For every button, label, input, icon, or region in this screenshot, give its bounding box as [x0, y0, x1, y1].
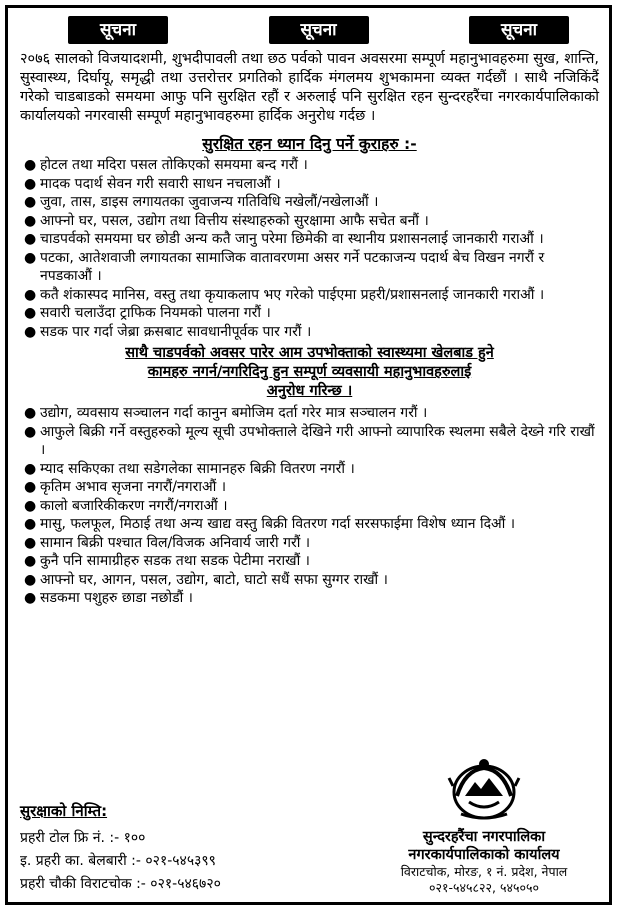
- list-item: [20, 460, 599, 479]
- nepal-emblem-icon: [445, 756, 523, 822]
- list-item: [20, 534, 599, 553]
- bullet-icon: ●: [24, 423, 37, 440]
- list-item-text: सामान बिक्री पश्चात विल/विजक अनिवार्य जारी गरौं ।: [40, 534, 311, 551]
- bullet-icon: ●: [24, 157, 37, 173]
- bullet-icon: ●: [24, 323, 37, 340]
- list-item: [20, 552, 599, 571]
- list-item: [20, 156, 599, 175]
- footer: [20, 748, 599, 896]
- appeal-line-3: अनुरोध गरिन्छ ।: [266, 383, 353, 399]
- list-item: [20, 515, 599, 534]
- list-item-text: आफ्नो घर, आगन, पसल, उद्योग, बाटो, घाटो सधैं सफा सुग्गर राखौं ।: [40, 571, 388, 588]
- list-item-text: आफ्नो घर, पसल, उद्योग तथा वित्तीय संस्थाहरुको सुरक्षामा आफै सचेत बनौं ।: [40, 212, 429, 229]
- bullet-icon: ●: [24, 231, 37, 247]
- bullet-icon: ●: [24, 405, 37, 421]
- bullet-icon: ●: [24, 194, 37, 210]
- list-item: [20, 304, 599, 323]
- list-item-text: कुनै पनि सामाग्रीहरु सडक तथा सडक पेटीमा नराखौं ।: [40, 553, 310, 569]
- list-item-text: सडकमा पशुहरु छाडा नछोडौं ।: [40, 590, 193, 606]
- list-item-text: सवारी चलाउँदा ट्राफिक नियमको पालना गरौं ।: [40, 305, 271, 321]
- bullet-icon: ●: [24, 497, 37, 514]
- list-item: [20, 323, 599, 342]
- notice-board: [5, 5, 612, 905]
- bullet-icon: ●: [24, 305, 37, 321]
- police-post-biratchowk: प्रहरी चौकी विराटचोक :- ०२१-५४६७२०: [20, 876, 221, 892]
- list-item: [20, 230, 599, 249]
- list-item-text: जुवा, तास, डाइस लगायतका जुवाजन्य गतिविधि नखेलौं/नखेलाऔं ।: [40, 194, 379, 210]
- notice-tab-3: सूचना: [469, 16, 569, 44]
- office-name-line-2: नगरकार्यपालिकाको कार्यालय: [408, 847, 560, 863]
- office-phone: ०२१-५४५८२२, ५४५०५०: [429, 880, 539, 895]
- security-contacts: [20, 801, 221, 896]
- list-item: [20, 212, 599, 231]
- list-item-text: पटका, आतेशवाजी लगायतका सामाजिक वातावरणमा असर गर्ने पटकाजन्य पदार्थ बेच विखन नगरौं र नपडकाऔं ।: [40, 249, 545, 284]
- list-item: [20, 404, 599, 423]
- security-title: सुरक्षाको निम्ति:: [20, 802, 108, 820]
- office-signature: [369, 756, 599, 896]
- safety-title: सुरक्षित रहन ध्यान दिनु पर्ने कुराहरु :-: [202, 135, 417, 153]
- intro-paragraph: २०७६ सालको विजयादशमी, शुभदीपावली तथा छठ पर्वको पावन अवसरमा सम्पूर्ण महानुभावहरुमा सुख, शान्ति, सुस्वास्थ्य, दिर्घायू, समृद्धी तथा उत्तरोत्तर प्रगतिको हार्दिक मंगलमय शुभकामना व्यक्त गर्दछौं । साथै नजिकिंदैं गरेको चाडबाडको समयमा आफु पनि सुरक्षित रहौं र अरुलाई पनि सुरक्षित रहन सुन्दरहरैंचा नगरकार्यपालिकाको कार्यालयको नगरवासी सम्पूर्ण महानुभावहरुमा हार्दिक अनुरोध गर्दछ ।: [20, 51, 599, 124]
- bullet-icon: ●: [24, 479, 37, 495]
- list-item: [20, 249, 599, 286]
- list-item-text: म्याद सकिएका तथा सडेगलेका सामानहरु बिक्री वितरण नगरौं ।: [40, 460, 355, 477]
- notice-tab-2: सूचना: [269, 16, 369, 44]
- bullet-icon: ●: [24, 249, 37, 266]
- appeal-line-1: साथै चाडपर्वको अवसर पारेर आम उपभोक्ताको स्वास्थ्यमा खेलबाड हुने: [125, 345, 494, 361]
- list-item-text: होटल तथा मदिरा पसल तोकिएको समयमा बन्द गरौं ।: [40, 157, 308, 173]
- list-item: [20, 423, 599, 460]
- list-item: [20, 478, 599, 497]
- office-address: विराटचोक, मोरङ, १ नं. प्रदेश, नेपाल: [400, 864, 568, 879]
- list-item-text: कतै शंकास्पद मानिस, वस्तु तथा कृयाकलाप भए गरेको पाईएमा प्रहरी/प्रशासनलाई जानकारी गराऔं ।: [40, 286, 545, 303]
- list-item: [20, 175, 599, 194]
- bullet-icon: ●: [24, 212, 37, 229]
- list-item-text: उद्योग, व्यवसाय सञ्चालन गर्दा कानुन बमोजिम दर्ता गरेर मात्र सञ्चालन गरौं ।: [40, 405, 428, 421]
- list-item: [20, 193, 599, 212]
- business-list: [20, 404, 599, 608]
- police-office-belbari: इ. प्रहरी का. बेलबारी :- ०२१-५४५३९९: [20, 853, 216, 869]
- list-item: [20, 589, 599, 608]
- list-item-text: मासु, फलफूल, मिठाई तथा अन्य खाद्य वस्तु बिक्री वितरण गर्दा सरसफाईमा विशेष ध्यान दिऔं ।: [40, 516, 516, 532]
- bullet-icon: ●: [24, 516, 37, 532]
- bullet-icon: ●: [24, 286, 37, 303]
- bullet-icon: ●: [24, 534, 37, 551]
- list-item: [20, 286, 599, 305]
- bullet-icon: ●: [24, 553, 37, 569]
- list-item-text: कालो बजारिकीकरण नगरौं/नगराऔं ।: [40, 497, 228, 514]
- safety-list: [20, 156, 599, 341]
- list-item-text: सडक पार गर्दा जेब्रा क्रसबाट सावधानीपूर्वक पार गरौं ।: [40, 323, 312, 340]
- list-item-text: मादक पदार्थ सेवन गरी सवारी साधन नचलाऔं ।: [40, 175, 281, 192]
- bullet-icon: ●: [24, 175, 37, 192]
- bullet-icon: ●: [24, 571, 37, 588]
- appeal-line-2: कामहरु नगर्न/नगरिदिनु हुन सम्पूर्ण व्यवसायी महानुभावहरुलाई: [147, 364, 472, 380]
- business-appeal: [20, 344, 599, 401]
- list-item: [20, 571, 599, 590]
- list-item-text: चाडपर्वको समयमा घर छोडी अन्य कतै जानु परेमा छिमेकी वा स्थानीय प्रशासनलाई जानकारी गराऔं ।: [40, 231, 544, 247]
- police-toll-free: प्रहरी टोल फ्रि नं. :- १००: [20, 830, 146, 846]
- notice-tab-1: सूचना: [68, 16, 168, 44]
- list-item-text: कृतिम अभाव सृजना नगरौं/नगराऔं ।: [40, 479, 227, 495]
- header-tabs: [20, 12, 599, 48]
- office-name-line-1: सुन्दरहरैंचा नगरपालिका: [422, 829, 546, 845]
- list-item-text: आफुले बिक्री गर्ने वस्तुहरुको मूल्य सूची उपभोक्ताले देखिने गरी आफ्नो व्यापारिक स्थलमा सबैले देख्ने गरि राखौं ।: [40, 423, 595, 458]
- bullet-icon: ●: [24, 590, 37, 606]
- list-item: [20, 497, 599, 516]
- bullet-icon: ●: [24, 460, 37, 477]
